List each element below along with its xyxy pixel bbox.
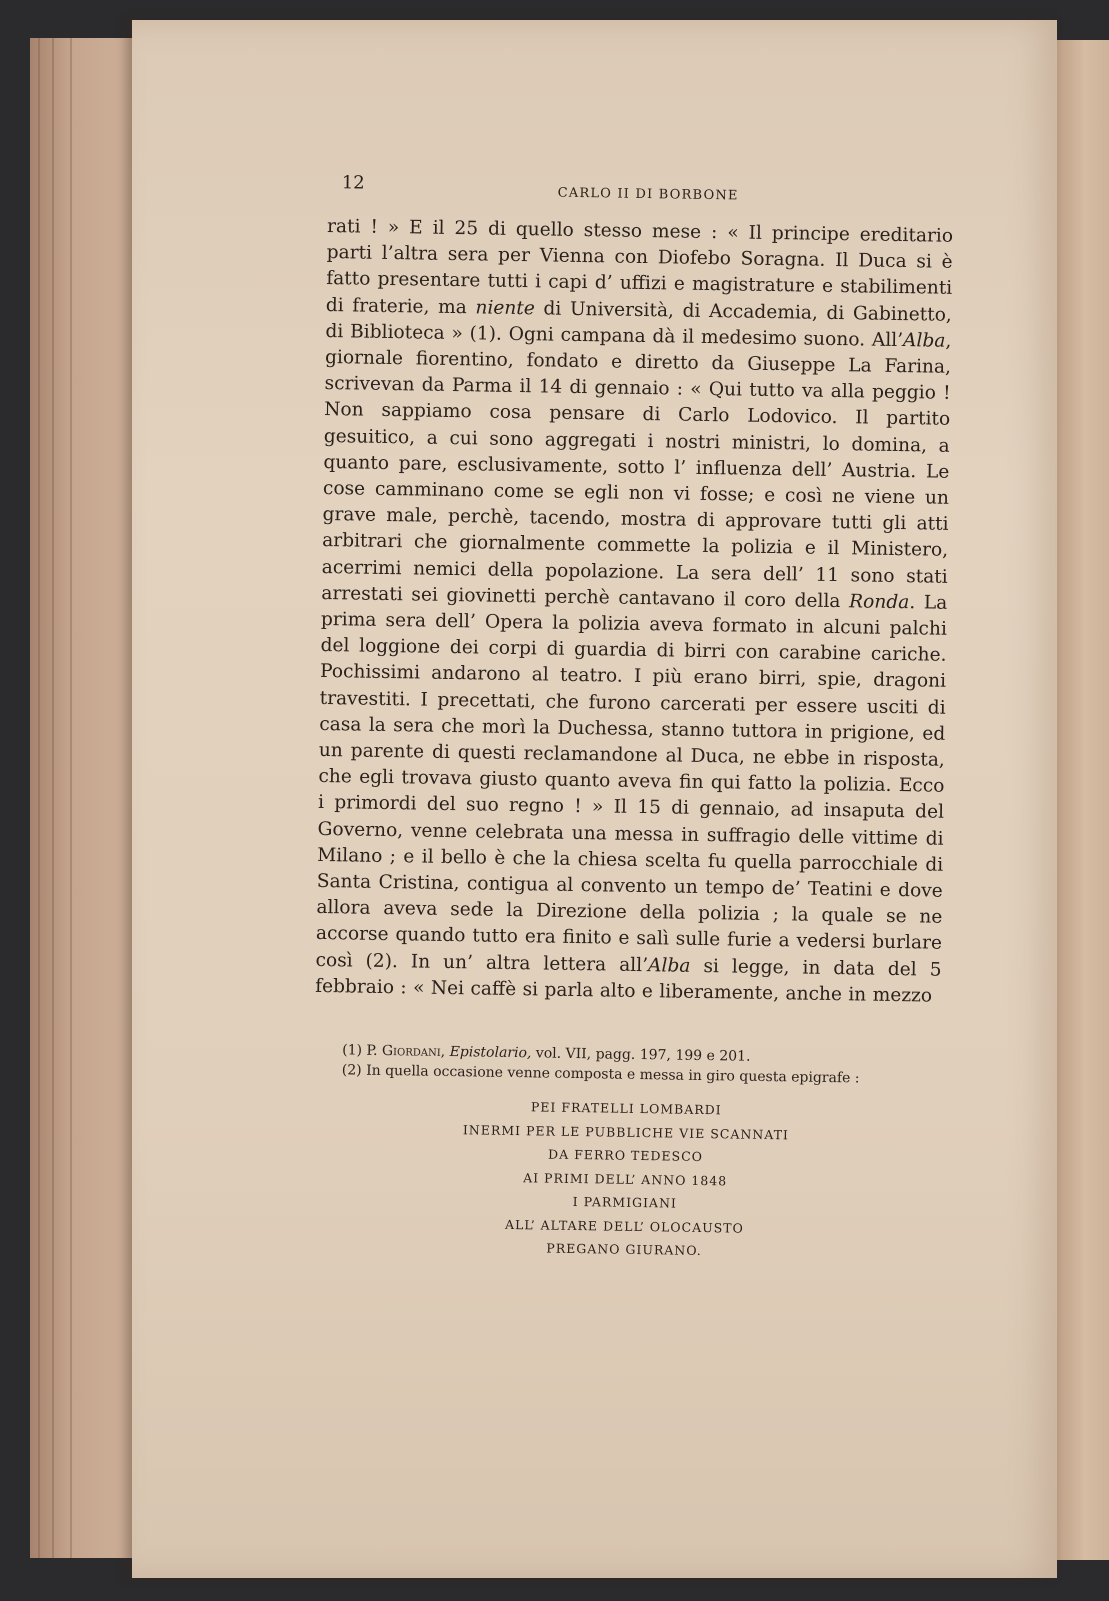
footnote-2: (2) In quella occasione venne composta e messa in giro questa epigrafe : (341, 1062, 860, 1087)
epigraph-line: PREGANO GIURANO. (546, 1240, 702, 1259)
page-number: 12 (341, 172, 365, 194)
italic-journal-title: Alba (902, 329, 946, 352)
epigraph-line: ALL’ ALTARE DELL’ OLOCAUSTO (504, 1216, 744, 1236)
footnotes (314, 1040, 941, 1090)
body-paragraph: rati ! » E il 25 di quello stesso mese : « Il principe ereditario parti l’altra sera per Vienna con Diofebo Soragna. Il Duca si è fatto presentare tutti i capi d’ uffizi e magistrature e stabilimenti di fraterie, ma niente di Università, di Accademia, di Gabinetto, di Biblioteca » (1). Ogni campana dà il medesimo suono. All’Alba, giornale fiorentino, fondato e diretto da Giuseppe La Farina, scrivevan da Parma il 14 di gennaio : « Qui tutto va alla peggio ! Non sappiamo cosa pensare di Carlo Lodovico. Il partito gesuitico, a cui sono aggregati i nostri ministri, lo domina, a quanto pare, esclusivamente, sotto l’ influenza dell’ Austria. Le cose camminano come se egli non vi fosse; e così ne viene un grave male, perchè, tacendo, mostra di approvare tutti gli atti arbitrari che giornalmente commette la polizia e il Ministero, acerrimi nemici della popolazione. La sera dell’ 11 sono stati arrestati sei giovinetti perchè cantavano il coro della Ronda. La prima sera dell’ Opera la polizia aveva formato in alcuni palchi del loggione dei corpi di guardia di birri con carabine cariche. Pochissimi andarono al teatro. I più erano birri, spie, dragoni travestiti. I precettati, che furono carcerati per essere usciti di casa la sera che morì la Duchessa, stanno tuttora in prigione, ed un parente di questi reclamandone al Duca, ne ebbe in risposta, che egli trovava giusto quanto aveva fin qui fatto la polizia. Ecco i primordi del suo regno ! » Il 15 di gennaio, ad insaputa del Governo, venne celebrata una messa in suffragio delle vittime di Milano ; e il bello è che la chiesa scelta fu quella parrocchiale di Santa Cristina, contigua al convento un tempo de’ Teatini e dove allora aveva sede la Direzione della polizia ; la quale se ne accorse quando tutto era finito e salì sulle furie a vedersi burlare così (2). In un’ altra lettera all’Alba si legge, in data del 5 febbraio : « Nei caffè si parla alto e liberamente, anche in mezzo (315, 215, 954, 1007)
epigraph-line: PEI FRATELLI LOMBARDI (530, 1099, 722, 1118)
page-content (311, 170, 954, 1266)
page-header (327, 170, 953, 214)
epigraph-line: INERMI PER LE PUBBLICHE VIE SCANNATI (462, 1121, 790, 1142)
footnote-work-title: Epistolario, (449, 1044, 532, 1062)
italic-opera-title: Ronda (848, 591, 910, 614)
main-text (315, 214, 953, 1010)
book-page (132, 20, 1057, 1578)
footnote-1: (1) P. Giordani, Epistolario, vol. VII, pagg. 197, 199 e 201. (342, 1042, 751, 1065)
epigraph-line: AI PRIMI DELL’ ANNO 1848 (523, 1169, 728, 1188)
epigraph (311, 1092, 940, 1266)
epigraph-line: DA FERRO TEDESCO (548, 1146, 704, 1165)
italic-word: niente (475, 296, 536, 319)
next-page-edge (1050, 40, 1109, 1560)
footnote-author: Giordani (381, 1043, 441, 1060)
epigraph-line: I PARMIGIANI (572, 1194, 678, 1211)
running-title: CARLO II DI BORBONE (557, 185, 739, 204)
italic-journal-title-2: Alba (647, 954, 691, 977)
